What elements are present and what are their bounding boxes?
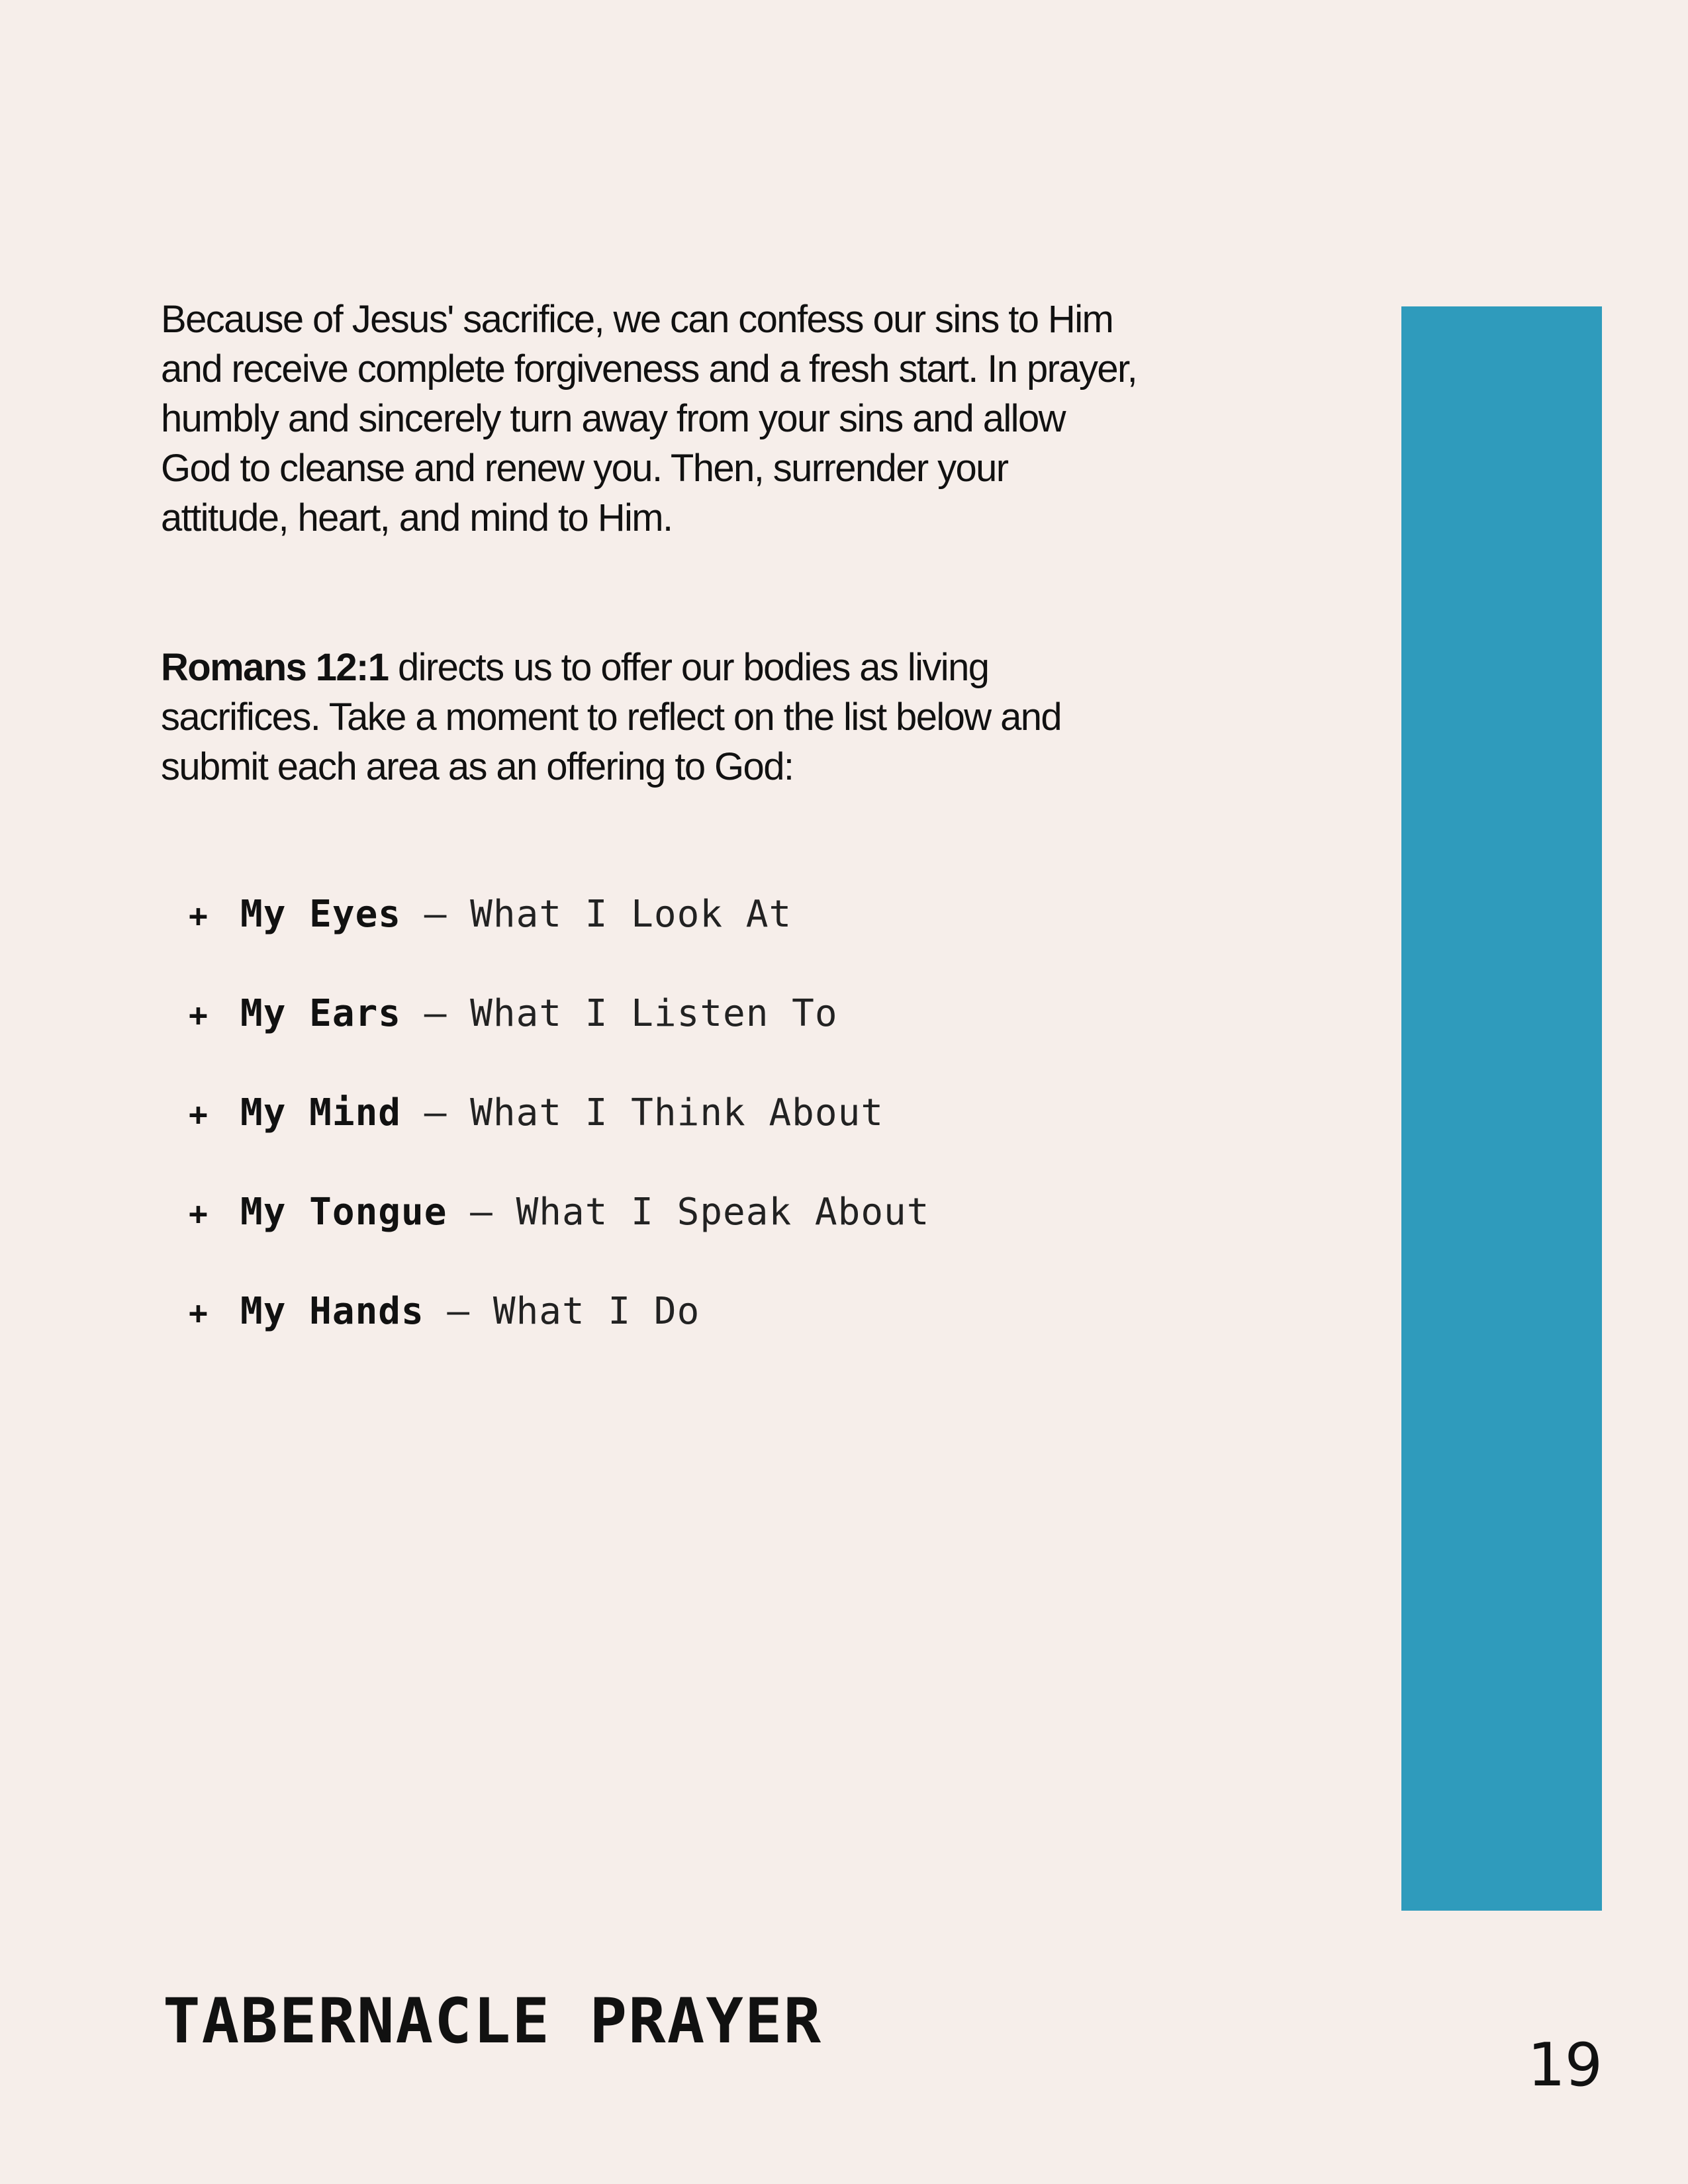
intro-paragraph: Because of Jesus' sacrifice, we can confess our sins to Him and receive complete forgiveness and a fresh start. In prayer, humbly and sincerely turn away from your sins and allow God to cleanse and renew you. Then, surrender your attitude, heart, and mind to Him. [161,298,1137,539]
offering-description: What I Think About [470,1091,884,1134]
body-part-label: My Tongue [240,1191,447,1234]
plus-icon: + [189,1295,208,1332]
plus-icon: + [189,997,208,1034]
reflection-text: directs us to offer our bodies as living sacrifices. Take a moment to reflect on the list below and submit each area as an offering to God: [161,646,1062,788]
offering-description: What I Listen To [470,992,838,1035]
offering-description: What I Look At [470,893,792,936]
page-number: 19 [1527,2030,1602,2100]
scripture-reference: Romans 12:1 [161,646,389,689]
list-item-hands [189,1284,929,1383]
list-item-mind [189,1085,929,1185]
footer-title: TABERNACLE PRAYER [163,1985,823,2058]
list-item-ears [189,986,929,1085]
reflection-paragraph [161,643,1141,792]
body-part-label: My Eyes [240,893,402,936]
plus-icon: + [189,897,208,934]
offering-description: What I Speak About [516,1191,930,1234]
separator: — [401,992,471,1035]
body-part-label: My Ears [240,992,402,1035]
body-part-label: My Mind [240,1091,402,1134]
plus-icon: + [189,1096,208,1133]
offering-description: What I Do [492,1290,700,1333]
list-item-eyes [189,887,929,986]
accent-bar [1401,306,1602,1911]
body-part-label: My Hands [240,1290,424,1333]
separator: — [401,1091,471,1134]
list-item-tongue [189,1185,929,1284]
plus-icon: + [189,1195,208,1232]
separator: — [447,1191,516,1234]
separator: — [424,1290,493,1333]
offering-list [189,887,929,1383]
separator: — [401,893,471,936]
